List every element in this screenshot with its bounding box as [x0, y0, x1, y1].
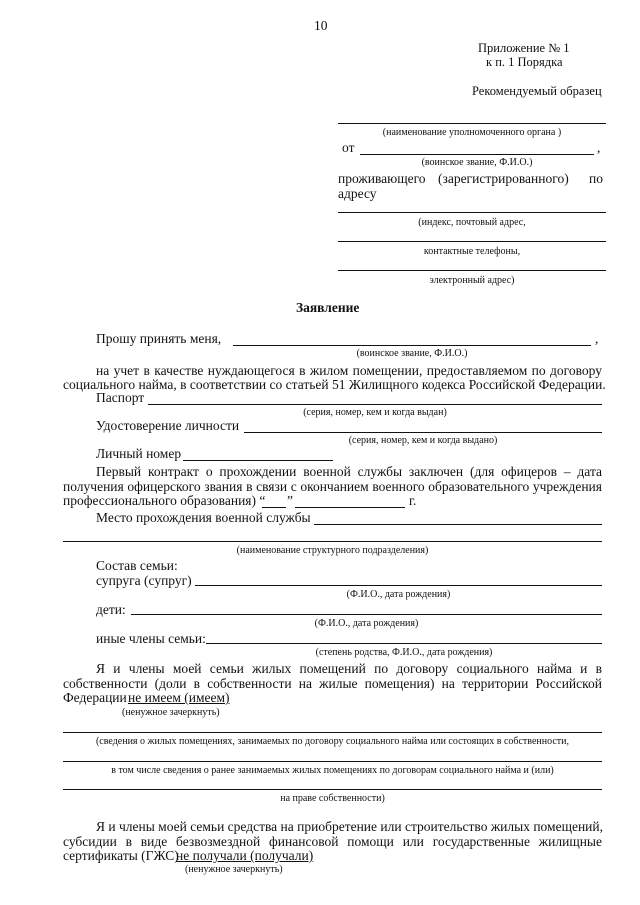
from-label: от	[342, 140, 355, 155]
spouse-caption: (Ф.И.О., дата рождения)	[346, 589, 451, 600]
passport-label: Паспорт	[96, 390, 145, 405]
others-caption: (степень родства, Ф.И.О., дата рождения)	[315, 647, 493, 658]
children-line	[131, 614, 602, 615]
id-card-caption: (серия, номер, кем и когда выдано)	[348, 435, 498, 446]
service-place-line	[314, 524, 602, 525]
contract-month-line	[295, 507, 405, 508]
housing-line-3	[63, 789, 602, 790]
contract-text-line-3-quote: ”	[287, 493, 293, 508]
service-place-line-2	[63, 541, 602, 542]
from-comma: ,	[597, 140, 601, 155]
id-card-label: Удостоверение личности	[96, 418, 240, 433]
housing-choice: не имеем (имеем)	[128, 690, 230, 705]
housing-text-line-1: Я и члены моей семьи жилых помещений по договору социального найма и в	[96, 661, 602, 676]
housing-line-1	[63, 732, 602, 733]
residing-word-1: проживающего	[338, 171, 426, 186]
family-label: Состав семьи:	[96, 558, 178, 573]
postal-line	[338, 212, 606, 213]
postal-caption: (индекс, почтовый адрес,	[418, 217, 526, 228]
service-place-label: Место прохождения военной службы	[96, 510, 311, 525]
passport-line	[148, 404, 602, 405]
from-line	[360, 154, 594, 155]
authority-line	[338, 123, 606, 124]
residing-word-3: по	[589, 171, 603, 186]
subsidy-text-line-1: Я и члены моей семьи средства на приобретение или строительство жилых помещений,	[96, 819, 604, 834]
phones-caption: контактные телефоны,	[423, 246, 521, 257]
housing-line-2	[63, 761, 602, 762]
personal-number-label: Личный номер	[96, 446, 182, 461]
request-caption: (воинское звание, Ф.И.О.)	[356, 348, 468, 359]
contract-day-line	[262, 507, 286, 508]
housing-caption-2: в том числе сведения о ранее занимаемых жилых помещениях по договорам социального найма и (или)	[111, 765, 554, 776]
housing-text-line-3-prefix: Федерации	[63, 690, 127, 705]
contract-text-line-3-prefix: профессионального образования) “	[63, 493, 266, 508]
request-text-line-2: социального найма, в соответствии со статьей 51 Жилищного кодекса Российской Федерации.	[63, 377, 606, 392]
strike-caption-2: (ненужное зачеркнуть)	[185, 864, 283, 875]
authority-caption: (наименование уполномоченного органа )	[382, 127, 562, 138]
personal-number-line	[183, 460, 333, 461]
contract-text-line-2: получения офицерского звания в связи с окончанием военного образовательного учреждения	[63, 479, 602, 494]
contract-text-line-3-suffix: г.	[409, 493, 417, 508]
spouse-label: супруга (супруг)	[96, 573, 192, 588]
email-caption: электронный адрес)	[429, 275, 515, 286]
request-label: Прошу принять меня,	[96, 331, 222, 346]
id-card-line	[244, 432, 602, 433]
request-comma: ,	[595, 331, 599, 346]
subsidy-text-line-3-prefix: сертификаты (ГЖС)	[63, 848, 179, 863]
phones-line	[338, 241, 606, 242]
others-label: иные члены семьи:	[96, 631, 206, 646]
address-word: адресу	[338, 186, 377, 201]
children-caption: (Ф.И.О., дата рождения)	[314, 618, 419, 629]
children-label: дети:	[96, 602, 126, 617]
strike-caption-1: (ненужное зачеркнуть)	[122, 707, 220, 718]
subsidy-text-line-2: субсидии в виде безвозмездной финансовой помощи или государственные жилищные	[63, 834, 602, 849]
unit-caption: (наименование структурного подразделения)	[236, 545, 429, 556]
rank-caption: (воинское звание, Ф.И.О.)	[421, 157, 533, 168]
housing-caption-3: на праве собственности)	[280, 793, 385, 804]
recommended-sample-label: Рекомендуемый образец	[472, 84, 602, 98]
appendix-label: Приложение № 1	[478, 41, 570, 55]
subsidy-choice: не получали (получали)	[176, 848, 314, 863]
document-title: Заявление	[296, 300, 360, 315]
residing-word-2: (зарегистрированного)	[438, 171, 569, 186]
spouse-line	[195, 585, 602, 586]
page-number: 10	[314, 18, 328, 33]
clause-label: к п. 1 Порядка	[486, 55, 563, 69]
email-line	[338, 270, 606, 271]
request-text-line-1: на учет в качестве нуждающегося в жилом помещении, предоставляемом по договору	[96, 363, 602, 378]
contract-text-line-1: Первый контракт о прохождении военной службы заключен (для офицеров – дата	[96, 464, 602, 479]
passport-caption: (серия, номер, кем и когда выдан)	[303, 407, 447, 418]
others-line	[206, 643, 602, 644]
housing-caption-1: (сведения о жилых помещениях, занимаемых по договору социального найма или состоящих в собственности,	[95, 736, 570, 747]
housing-text-line-2: собственности (доли в собственности на жилые помещения) на территории Российской	[63, 676, 602, 691]
request-line	[233, 345, 591, 346]
